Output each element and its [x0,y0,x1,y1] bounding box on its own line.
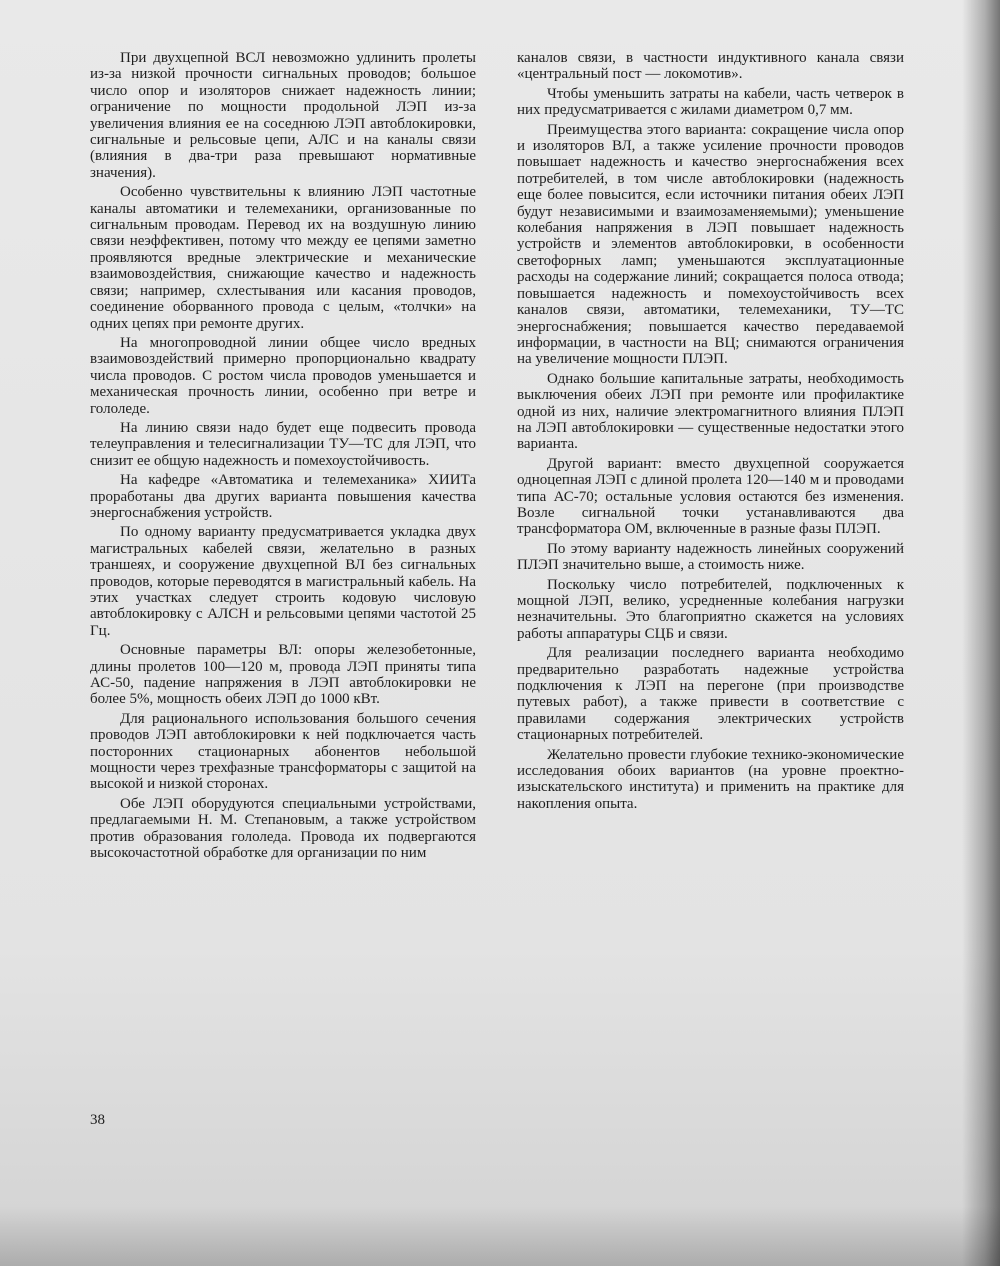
paragraph: Основные параметры ВЛ: опоры железобетонные, длины пролетов 100—120 м, провода ЛЭП приняты типа АС-50, падение напряжения в ЛЭП автоблокировки не более 5%, мощность обеих ЛЭП до 1000 кВт. [90,642,476,708]
right-column [517,50,904,815]
left-column [90,50,476,865]
paragraph: Для реализации последнего варианта необходимо предварительно разработать надежные устройства подключения к ЛЭП на перегоне (при производстве путевых работ), а также привести в соответствие с правилами содержания электрических устройств стационарных потребителей. [517,645,904,744]
paragraph: На многопроводной линии общее число вредных взаимовоздействий примерно пропорционально квадрату числа проводов. С ростом числа проводов уменьшается и механическая прочность линии, особенно при ветре и гололеде. [90,334,476,417]
paragraph: По одному варианту предусматривается укладка двух магистральных кабелей связи, желательно в разных траншеях, и сооружение двухцепной ВЛ без сигнальных проводов, которые переводятся в магистральный кабель. На этих участках следует строить кодовую числовую автоблокировку с АЛСН и рельсовыми цепями частотой 25 Гц. [90,524,476,639]
paragraph: Желательно провести глубокие технико-экономические исследования обоих вариантов (на уровне проектно-изыскательского института) и применить на практике для накопления опыта. [517,746,904,812]
paragraph: Преимущества этого варианта: сокращение числа опор и изоляторов ВЛ, а также усиление прочности проводов повышает надежность и качество энергоснабжения всех потребителей, в том числе автоблокировки (надежность еще более повысится, если источники питания обеих ЛЭП будут независимыми и взаимозаменяемыми); уменьшение колебания напряжения в ЛЭП повышает надежность устройств и элементов автоблокировки, в особенности светофорных ламп; уменьшаются эксплуатационные расходы на содержание линий; сокращается полоса отвода; повышается надежность и помехоустойчивость всех каналов связи, автоматики, телемеханики, ТУ—ТС энергоснабжения; повышается качество передаваемой информации, в частности на ВЦ; снимаются ограничения на увеличение мощности ПЛЭП. [517,121,904,368]
page-bottom-shadow [0,1206,1000,1266]
paragraph: Поскольку число потребителей, подключенных к мощной ЛЭП, велико, усредненные колебания нагрузки незначительны. Это благоприятно скажется на условиях работы аппаратуры СЦБ и связи. [517,576,904,642]
paragraph: На кафедре «Автоматика и телемеханика» ХИИТа проработаны два других варианта повышения качества энергоснабжения устройств. [90,472,476,521]
paragraph: На линию связи надо будет еще подвесить провода телеуправления и телесигнализации ТУ—ТС для ЛЭП, что снизит ее общую надежность и помехоустойчивость. [90,419,476,469]
paragraph: Однако большие капитальные затраты, необходимость выключения обеих ЛЭП при ремонте или профилактике одной из них, наличие электромагнитного влияния ПЛЭП на ЛЭП автоблокировки — существенные недостатки этого варианта. [517,370,904,453]
paragraph: Особенно чувствительны к влиянию ЛЭП частотные каналы автоматики и телемеханики, организованные по сигнальным проводам. Перевод их на воздушную линию связи неэффективен, потому что между ее цепями заметно проявляются вредные электрические и механические взаимовоздействия, снижающие качество и надежность связи; например, схлестывания или касания проводов, соединение оборванного провода с целым, «толчки» на одних цепях при ремонте других. [90,184,476,332]
paragraph: каналов связи, в частности индуктивного канала связи «центральный пост — локомотив». [517,50,904,83]
paragraph: Чтобы уменьшить затраты на кабели, часть четверок в них предусматривается с жилами диаметром 0,7 мм. [517,85,904,119]
paragraph: Для рационального использования большого сечения проводов ЛЭП автоблокировки к ней подключается часть посторонних стационарных абонентов небольшой мощности через трехфазные трансформаторы с защитой на высокой и низкой сторонах. [90,710,476,793]
paragraph: По этому варианту надежность линейных сооружений ПЛЭП значительно выше, а стоимость ниже. [517,540,904,574]
paragraph: Обе ЛЭП оборудуются специальными устройствами, предлагаемыми Н. М. Степановым, а также устройством против образования гололеда. Провода их подвергаются высокочастотной обработке для организации по ним [90,795,476,862]
book-spine-shadow [962,0,1000,1266]
paragraph: При двухцепной ВСЛ невозможно удлинить пролеты из-за низкой прочности сигнальных проводов; большое число опор и изоляторов снижает надежность линии; ограничение по мощности продольной ЛЭП из-за увеличения влияния ее на соседнюю ЛЭП автоблокировки, сигнальные и рельсовые цепи, АЛС и на каналы связи (влияния в два-три раза превышают нормативные значения). [90,50,476,181]
page-number: 38 [90,1112,105,1128]
paragraph: Другой вариант: вместо двухцепной сооружается одноцепная ЛЭП с длиной пролета 120—140 м и проводами типа АС-70; остальные условия остаются без изменения. Возле сигнальной точки устанавливаются два трансформатора ОМ, включенные в разные фазы ПЛЭП. [517,455,904,538]
